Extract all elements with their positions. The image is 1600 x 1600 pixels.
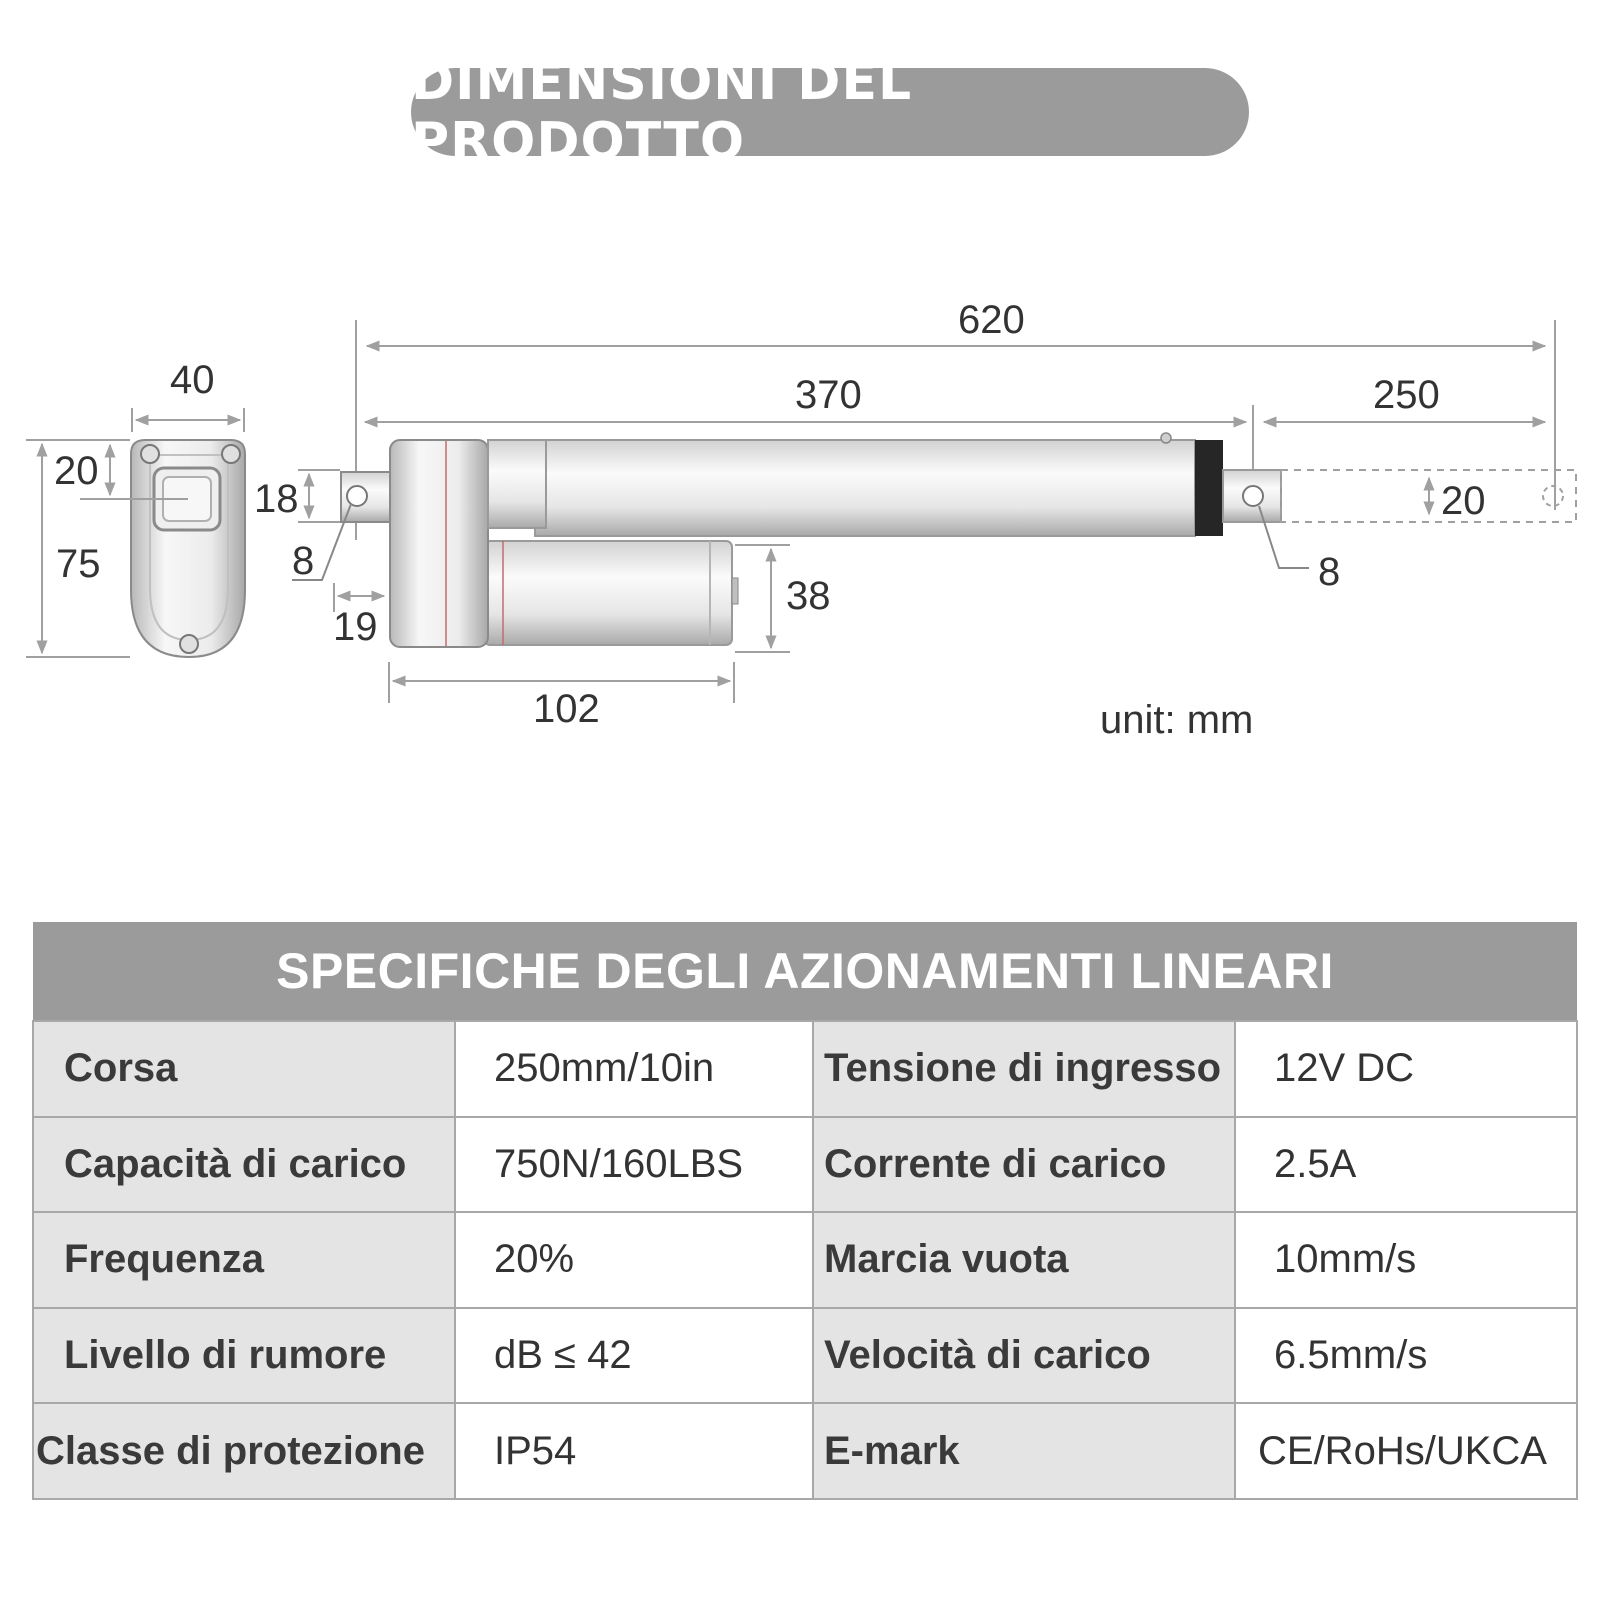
dim-motor-length: 102 (533, 687, 600, 731)
dim-overall-length: 620 (958, 298, 1025, 342)
dim-height: 75 (56, 542, 101, 586)
spec-label: Classe di protezione (33, 1403, 455, 1499)
spec-label: Livello di rumore (33, 1308, 455, 1404)
spec-value: dB ≤ 42 (455, 1308, 813, 1404)
screw-icon (141, 445, 159, 463)
spec-value: 12V DC (1235, 1021, 1577, 1117)
spec-table (32, 922, 1578, 1500)
dim-mount-offset: 20 (54, 449, 99, 493)
spec-label: Capacità di carico (33, 1117, 455, 1213)
spec-label: E-mark (813, 1403, 1235, 1499)
rod-hole-icon (1243, 486, 1263, 506)
table-row (33, 1021, 1577, 1117)
dim-clevis-offset: 19 (333, 605, 378, 649)
dim-stroke: 250 (1373, 373, 1440, 417)
gearbox (390, 440, 488, 647)
spec-value: 20% (455, 1212, 813, 1308)
dim-motor-height: 38 (786, 574, 831, 618)
unit-label: unit: mm (1100, 698, 1254, 742)
spec-value: CE/RoHs/UKCA (1235, 1403, 1577, 1499)
spec-label: Frequenza (33, 1212, 455, 1308)
end-view (26, 358, 245, 657)
page-title: DIMENSIONI DEL PRODOTTO (411, 52, 913, 172)
spec-label: Marcia vuota (813, 1212, 1235, 1308)
clevis-hole-icon (347, 486, 367, 506)
dim-hole-front: 8 (292, 539, 315, 583)
outer-tube (535, 440, 1195, 536)
screw-icon (222, 445, 240, 463)
dim-body-length: 370 (795, 373, 862, 417)
front-view (254, 298, 1576, 742)
spec-value: 250mm/10in (455, 1021, 813, 1117)
spec-value: 10mm/s (1235, 1212, 1577, 1308)
table-row (33, 1117, 1577, 1213)
dim-rod-diameter: 20 (1441, 479, 1486, 523)
table-row (33, 1212, 1577, 1308)
spec-value: IP54 (455, 1403, 813, 1499)
dim-width: 40 (170, 358, 215, 402)
spec-value: 750N/160LBS (455, 1117, 813, 1213)
spec-value: 2.5A (1235, 1117, 1577, 1213)
spec-label: Corsa (33, 1021, 455, 1117)
spec-label: Tensione di ingresso (813, 1021, 1235, 1117)
spec-label: Corrente di carico (813, 1117, 1235, 1213)
spec-label: Velocità di carico (813, 1308, 1235, 1404)
spec-table-header (33, 922, 1577, 1021)
spec-table-title: SPECIFICHE DEGLI AZIONAMENTI LINEARI (33, 922, 1577, 1021)
dim-hole-rear: 8 (1318, 550, 1341, 594)
end-cap (1195, 440, 1223, 536)
spec-value: 6.5mm/s (1235, 1308, 1577, 1404)
motor-can (484, 541, 732, 645)
dim-clevis-height: 18 (254, 477, 299, 521)
table-row (33, 1403, 1577, 1499)
screw-icon (180, 635, 198, 653)
table-row (33, 1308, 1577, 1404)
